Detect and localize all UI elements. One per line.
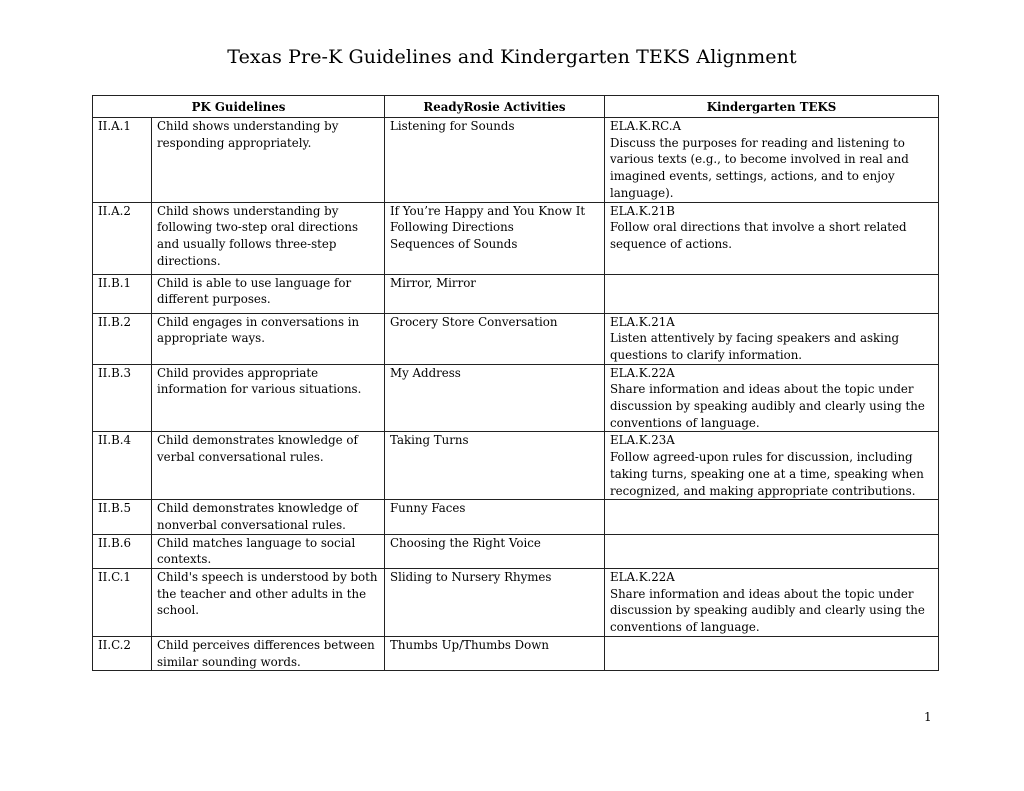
table-row (93, 500, 939, 534)
teks-cell (605, 202, 939, 274)
activity-item: If You’re Happy and You Know It (390, 203, 586, 218)
activity-item: Thumbs Up/Thumbs Down (390, 637, 549, 652)
activity-item: Mirror, Mirror (390, 275, 476, 290)
activity-item: Sequences of Sounds (390, 236, 518, 251)
table-row (93, 432, 939, 500)
document-title: Texas Pre-K Guidelines and Kindergarten TEKS Alignment (227, 46, 797, 68)
guideline-text: Child engages in conversations in appropriate ways. (152, 313, 385, 364)
guideline-code: II.B.2 (93, 313, 152, 364)
teks-cell (605, 636, 939, 670)
activity-item: Sliding to Nursery Rhymes (390, 570, 552, 585)
teks-code: ELA.K.22A (610, 570, 675, 585)
guideline-code: II.B.1 (93, 274, 152, 313)
teks-description: Discuss the purposes for reading and listening to various texts (e.g., to become involved in real and imagined events, settings, actions, and to enjoy language). (610, 135, 909, 200)
table-row (93, 202, 939, 274)
guideline-text: Child is able to use language for different purposes. (152, 274, 385, 313)
header-kindergarten-teks: Kindergarten TEKS (605, 96, 939, 118)
activities-cell (385, 364, 605, 432)
guideline-code: II.B.3 (93, 364, 152, 432)
table-row (93, 313, 939, 364)
activities-cell (385, 534, 605, 568)
alignment-table (92, 95, 939, 671)
guideline-code: II.B.4 (93, 432, 152, 500)
activity-item: Listening for Sounds (390, 119, 515, 133)
table-header-row (93, 96, 939, 118)
teks-code: ELA.K.21B (610, 203, 675, 218)
guideline-text: Child's speech is understood by both the teacher and other adults in the school. (152, 569, 385, 637)
activities-cell (385, 432, 605, 500)
activities-cell (385, 202, 605, 274)
page-number: 1 (924, 710, 932, 724)
teks-code: ELA.K.RC.A (610, 119, 682, 133)
guideline-text: Child provides appropriate information for various situations. (152, 364, 385, 432)
guideline-text: Child matches language to social contexts. (152, 534, 385, 568)
table-row (93, 569, 939, 637)
teks-code: ELA.K.23A (610, 433, 675, 448)
guideline-code: II.C.2 (93, 636, 152, 670)
guideline-code: II.B.5 (93, 500, 152, 534)
header-pk-guidelines: PK Guidelines (93, 96, 385, 118)
teks-cell (605, 364, 939, 432)
guideline-code: II.A.2 (93, 202, 152, 274)
table-row (93, 118, 939, 203)
activity-item: Funny Faces (390, 501, 466, 516)
teks-cell (605, 500, 939, 534)
guideline-code: II.C.1 (93, 569, 152, 637)
activities-cell (385, 118, 605, 203)
table-row (93, 534, 939, 568)
guideline-text: Child demonstrates knowledge of verbal conversational rules. (152, 432, 385, 500)
teks-description: Share information and ideas about the topic under discussion by speaking audibly and clearly using the conventions of language. (610, 586, 925, 635)
table-body (93, 118, 939, 671)
teks-cell (605, 569, 939, 637)
guideline-text: Child shows understanding by responding appropriately. (152, 118, 385, 203)
activity-item: Grocery Store Conversation (390, 314, 558, 329)
teks-cell (605, 534, 939, 568)
teks-description: Share information and ideas about the topic under discussion by speaking audibly and clearly using the conventions of language. (610, 382, 925, 430)
activity-item: My Address (390, 365, 461, 380)
activity-item: Following Directions (390, 220, 514, 235)
teks-code: ELA.K.22A (610, 365, 675, 380)
guideline-text: Child shows understanding by following two-step oral directions and usually follows three-step directions. (152, 202, 385, 274)
teks-cell (605, 274, 939, 313)
activity-item: Choosing the Right Voice (390, 535, 541, 550)
guideline-code: II.A.1 (93, 118, 152, 203)
teks-cell (605, 432, 939, 500)
guideline-code: II.B.6 (93, 534, 152, 568)
teks-cell (605, 313, 939, 364)
teks-code: ELA.K.21A (610, 314, 675, 329)
teks-cell (605, 118, 939, 203)
header-readyrosie-activities: ReadyRosie Activities (385, 96, 605, 118)
table-row (93, 364, 939, 432)
activities-cell (385, 636, 605, 670)
table-row (93, 636, 939, 670)
teks-description: Listen attentively by facing speakers and asking questions to clarify information. (610, 331, 900, 362)
activities-cell (385, 500, 605, 534)
guideline-text: Child demonstrates knowledge of nonverbal conversational rules. (152, 500, 385, 534)
activities-cell (385, 274, 605, 313)
activities-cell (385, 313, 605, 364)
table-row (93, 274, 939, 313)
guideline-text: Child perceives differences between similar sounding words. (152, 636, 385, 670)
activity-item: Taking Turns (390, 433, 469, 448)
activities-cell (385, 569, 605, 637)
teks-description: Follow oral directions that involve a short related sequence of actions. (610, 220, 907, 251)
teks-description: Follow agreed-upon rules for discussion, including taking turns, speaking one at a time, speaking when recognized, and making appropriate contributions. (610, 450, 924, 498)
